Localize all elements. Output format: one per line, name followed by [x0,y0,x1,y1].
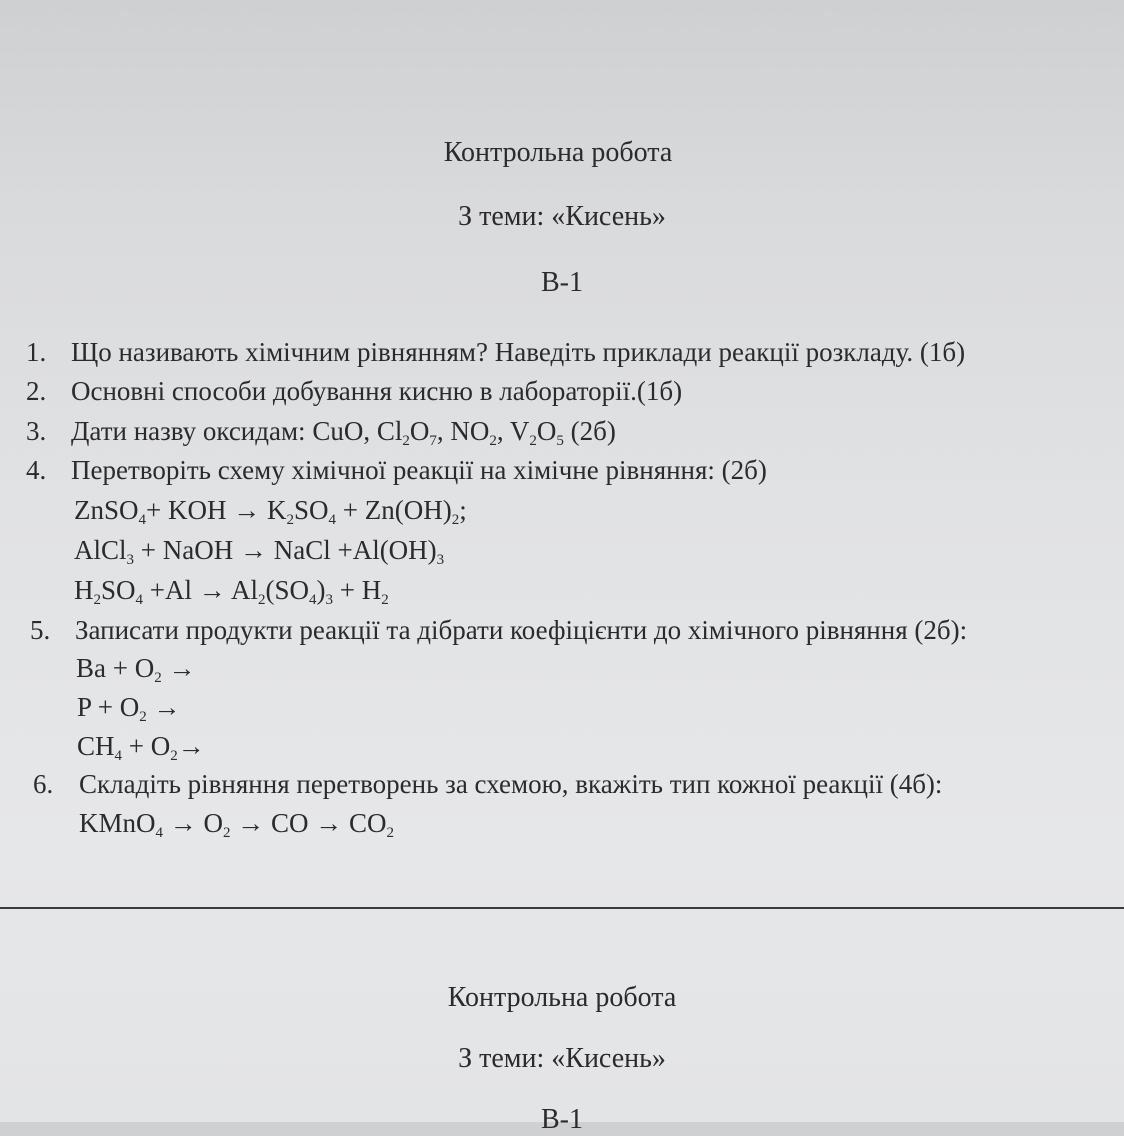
worksheet-variant: В-1 [541,267,583,298]
reaction-scheme-formula: $CH_4 + O_2\to$ [77,731,205,764]
question-text: Що називають хімічним рівнянням? Наведіть приклади реакції розкладу. (1б) [71,337,966,367]
question-text: Записати продукти реакції та дібрати коефіцієнти до хімічного рівняння (2б): [75,615,968,645]
reaction-scheme-formula: ZnSO$_4$+ KOH → $K_2SO_4 + Zn(OH)_2$; [74,495,467,528]
question-number: 6. [33,769,54,799]
worksheet-title: Контрольна робота [447,982,677,1013]
worksheet-variant: В-1 [541,1104,583,1135]
question-text [71,415,616,447]
question-number: 1. [26,337,47,367]
question-number: 5. [30,615,51,645]
reaction-scheme-formula: $P + O_2$ → [77,692,181,725]
worksheet-topic: З теми: «Кисень» [458,1043,666,1074]
question-text: Складіть рівняння перетворень за схемою, вкажіть тип кожної реакції (4б): [79,769,943,799]
question-text: Основні способи добування кисню в лабораторії.(1б) [71,376,683,406]
question-text-suffix: (2б) [563,416,616,446]
oxide-list-formula: CuO, $Cl_2O_7$, $NO_2$, $V_2O_5$ [312,416,564,449]
transformation-chain-formula: KMnO$_4$ → $O_2$ → CO → $CO_2$ [79,808,395,841]
question-text: Перетворіть схему хімічної реакції на хімічне рівняння: (2б) [71,455,767,485]
reaction-scheme-formula: AlCl$_3$ + NaOH → NaCl $+Al(OH)_3$ [74,535,445,568]
reaction-scheme-formula: $Ba + O_2$ → [76,653,196,686]
question-number: 2. [26,376,47,406]
question-text-prefix: Дати назву оксидам: [71,416,313,446]
worksheet-title: Контрольна робота [443,137,673,168]
question-number: 4. [26,455,47,485]
question-number: 3. [26,416,47,446]
page-divider [0,907,1124,909]
reaction-scheme-formula: $H_2SO_4 +Al \to Al_2(SO_4)_3 + H_2$ [74,575,389,608]
worksheet-topic: З теми: «Кисень» [458,201,666,232]
